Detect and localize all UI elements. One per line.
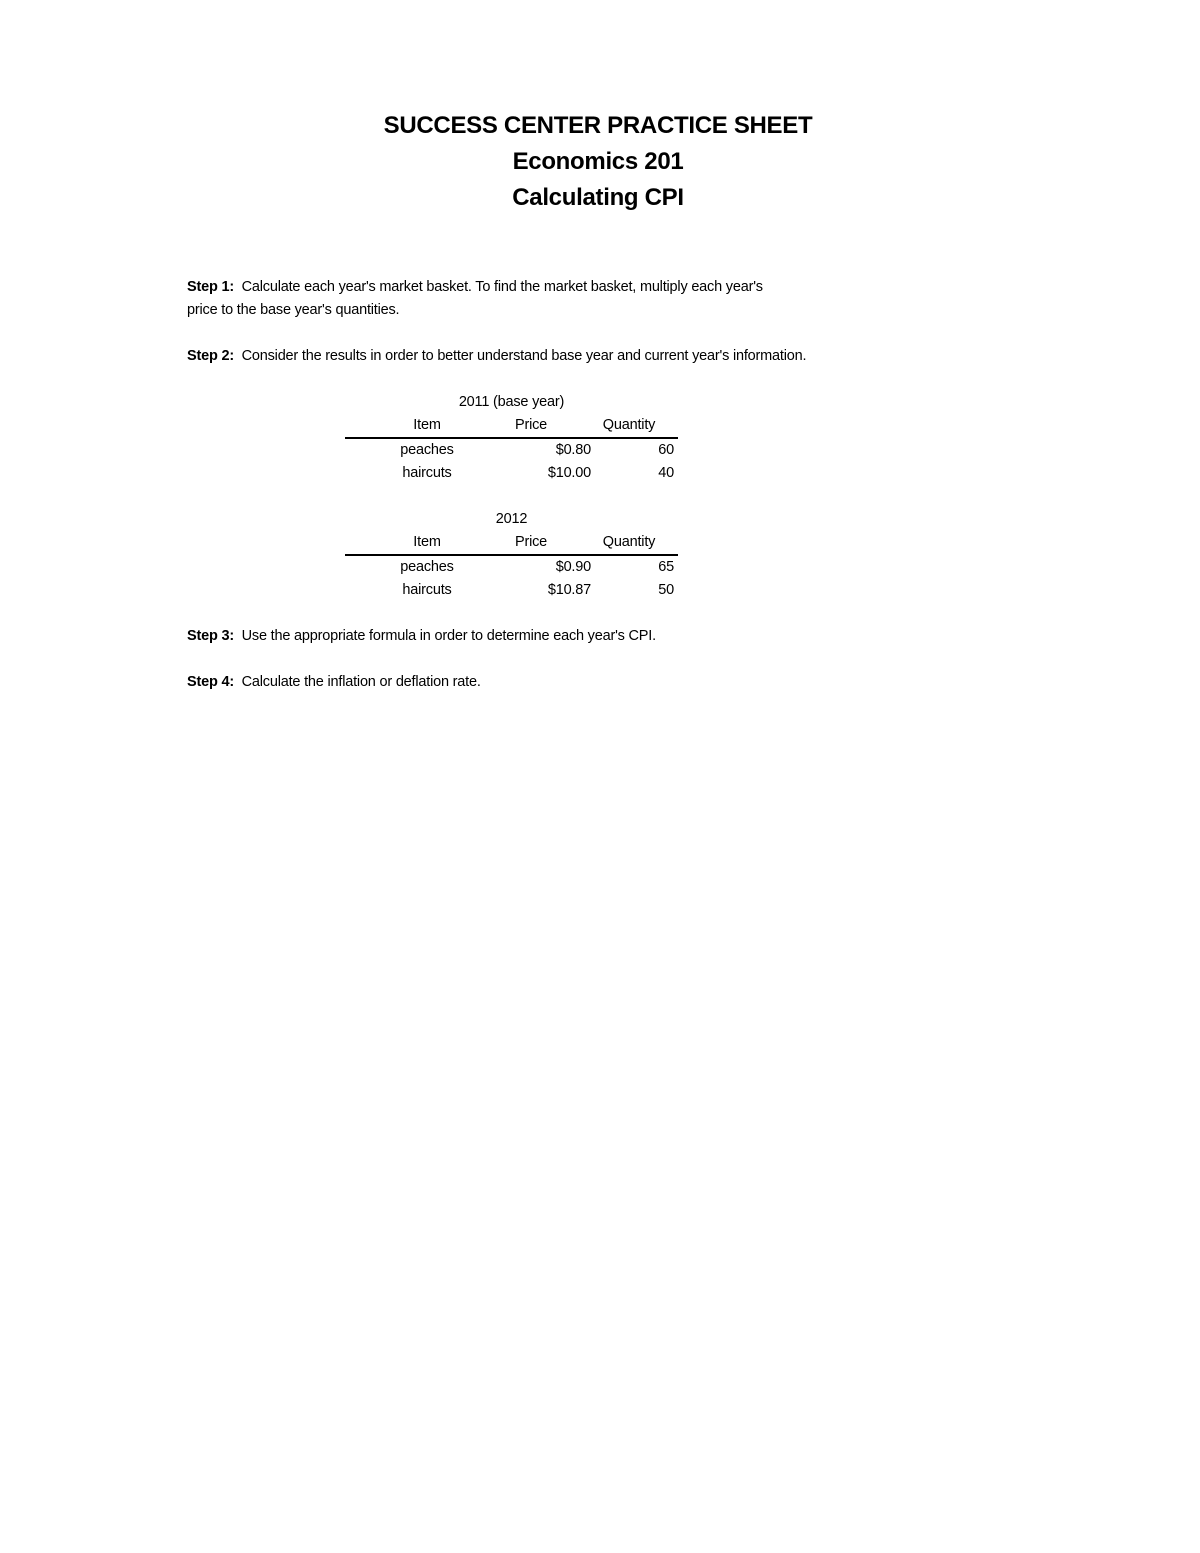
step-4-text: Calculate the inflation or deflation rate. (241, 674, 481, 690)
step-1 (187, 276, 947, 322)
table-row (345, 579, 678, 602)
cell-item: haircuts (402, 582, 452, 598)
cell-item: peaches (400, 442, 454, 458)
column-header-quantity: Quantity (602, 417, 656, 433)
cell-item: peaches (400, 559, 454, 575)
step-1-text-line-1: Calculate each year's market basket. To find the market basket, multiply each year's (241, 279, 763, 295)
cell-quantity: 40 (658, 465, 674, 481)
column-header-quantity: Quantity (602, 534, 656, 550)
cell-price: $0.80 (555, 442, 591, 458)
step-2 (187, 345, 947, 368)
table-2012 (345, 508, 678, 602)
step-3 (187, 625, 947, 648)
step-1-label: Step 1: (187, 279, 234, 295)
step-1-text-line-2: price to the base year's quantities. (187, 302, 400, 318)
column-header-item: Item (413, 534, 441, 550)
step-2-text: Consider the results in order to better understand base year and current year's information. (241, 348, 807, 364)
table-header-row (345, 414, 678, 439)
step-2-label: Step 2: (187, 348, 234, 364)
table-caption: 2011 (base year) (458, 394, 565, 410)
table-row (345, 556, 678, 579)
step-3-text: Use the appropriate formula in order to determine each year's CPI. (241, 628, 656, 644)
step-3-label: Step 3: (187, 628, 234, 644)
table-caption: 2012 (495, 511, 528, 527)
column-header-price: Price (514, 417, 548, 433)
cell-quantity: 60 (658, 442, 674, 458)
table-row (345, 439, 678, 462)
column-header-price: Price (514, 534, 548, 550)
cell-price: $0.90 (555, 559, 591, 575)
cell-quantity: 65 (658, 559, 674, 575)
cell-item: haircuts (402, 465, 452, 481)
course-title: Economics 201 (512, 148, 684, 175)
step-4 (187, 671, 947, 694)
cell-price: $10.00 (547, 465, 591, 481)
document-header (0, 108, 1196, 216)
table-header-row (345, 531, 678, 556)
topic-title: Calculating CPI (512, 184, 684, 211)
table-row (345, 462, 678, 485)
cell-price: $10.87 (547, 582, 591, 598)
sheet-title: SUCCESS CENTER PRACTICE SHEET (383, 112, 813, 139)
step-4-label: Step 4: (187, 674, 234, 690)
column-header-item: Item (413, 417, 441, 433)
table-2011 (345, 391, 678, 485)
cell-quantity: 50 (658, 582, 674, 598)
